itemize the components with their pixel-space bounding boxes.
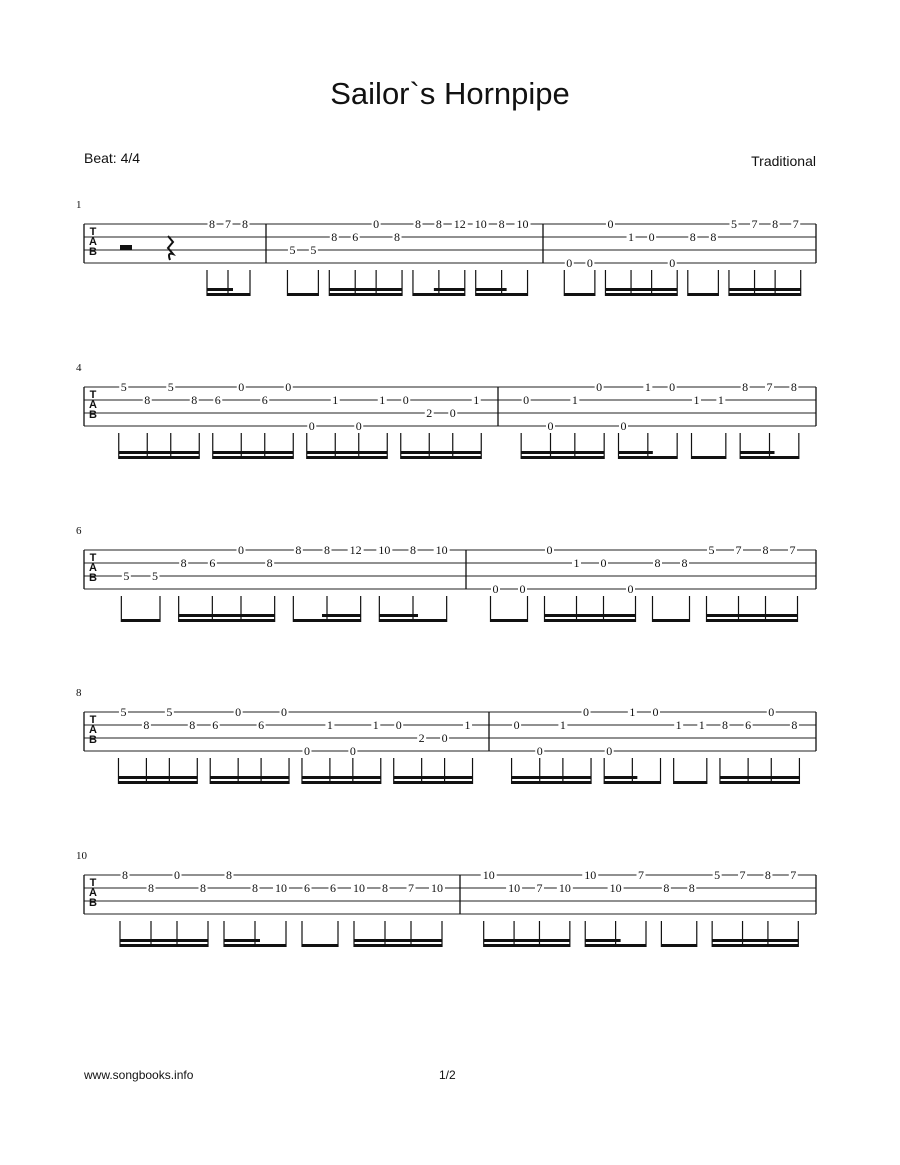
fret-number: 0 <box>373 217 380 231</box>
fret-number: 1 <box>473 393 480 407</box>
fret-number: 10 <box>378 543 391 557</box>
fret-number: 0 <box>281 705 288 719</box>
tab-system <box>76 850 816 947</box>
composer-label: Traditional <box>751 153 816 169</box>
fret-number: 7 <box>739 868 746 882</box>
fret-number: 0 <box>546 543 553 557</box>
fret-number: 8 <box>410 543 416 557</box>
primary-beam <box>213 456 294 459</box>
fret-number: 0 <box>627 582 634 596</box>
fret-number: 0 <box>607 217 614 231</box>
fret-number: 8 <box>122 868 128 882</box>
primary-beam <box>302 781 381 784</box>
fret-number: 7 <box>638 868 644 882</box>
fret-number: 0 <box>523 393 530 407</box>
fret-number: 6 <box>745 718 752 732</box>
fret-number: 8 <box>180 556 187 570</box>
fret-number: 0 <box>349 744 356 758</box>
primary-beam <box>179 619 275 622</box>
fret-number: 1 <box>675 718 682 732</box>
fret-number: 0 <box>648 230 655 244</box>
secondary-beam <box>210 776 289 779</box>
fret-number: 0 <box>669 256 676 270</box>
secondary-beam <box>207 288 233 291</box>
primary-beam <box>121 619 160 622</box>
secondary-beam <box>604 776 637 779</box>
fret-number: 0 <box>596 380 603 394</box>
primary-beam <box>302 944 338 947</box>
fret-number: 8 <box>764 868 771 882</box>
primary-beam <box>401 456 482 459</box>
primary-beam <box>585 944 646 947</box>
tab-clef-letter: A <box>89 724 97 736</box>
fret-number: 5 <box>167 380 174 394</box>
fret-number: 0 <box>303 744 310 758</box>
fret-number: 0 <box>600 556 607 570</box>
fret-number: 10 <box>275 881 287 895</box>
fret-number: 0 <box>586 256 593 270</box>
primary-beam <box>307 456 388 459</box>
tab-clef-letter: A <box>89 236 97 248</box>
fret-number: 5 <box>123 569 130 583</box>
secondary-beam <box>605 288 677 291</box>
half-rest <box>120 245 132 250</box>
primary-beam <box>287 293 318 296</box>
tab-clef-letter: A <box>89 887 97 899</box>
fret-number: 8 <box>663 881 670 895</box>
tab-clef-letter: A <box>89 399 97 411</box>
fret-number: 7 <box>790 868 797 882</box>
fret-number: 5 <box>708 543 715 557</box>
fret-number: 8 <box>242 217 248 231</box>
primary-beam <box>674 781 707 784</box>
primary-beam <box>653 619 690 622</box>
fret-number: 6 <box>212 718 219 732</box>
fret-number: 0 <box>536 744 543 758</box>
fret-number: 0 <box>402 393 409 407</box>
fret-number: 5 <box>120 380 127 394</box>
secondary-beam <box>707 614 798 617</box>
fret-number: 10 <box>435 543 448 557</box>
footer-url: www.songbooks.info <box>84 1068 194 1082</box>
primary-beam <box>707 619 798 622</box>
primary-beam <box>484 944 570 947</box>
fret-number: 7 <box>408 881 414 895</box>
fret-number: 6 <box>258 718 265 732</box>
fret-number: 0 <box>768 705 775 719</box>
measure-number: 1 <box>76 199 82 211</box>
secondary-beam <box>224 939 260 942</box>
fret-number: 1 <box>644 380 651 394</box>
fret-number: 8 <box>394 230 401 244</box>
secondary-beam <box>434 288 465 291</box>
measure-number: 8 <box>76 687 82 699</box>
fret-number: 8 <box>226 868 232 882</box>
fret-number: 8 <box>295 543 302 557</box>
tab-clef-letter: B <box>89 572 97 584</box>
primary-beam <box>119 456 200 459</box>
fret-number: 5 <box>152 569 158 583</box>
primary-beam <box>604 781 660 784</box>
fret-number: 7 <box>735 543 742 557</box>
primary-beam <box>521 456 604 459</box>
primary-beam <box>688 293 719 296</box>
secondary-beam <box>120 939 208 942</box>
fret-number: 1 <box>332 393 339 407</box>
secondary-beam <box>213 451 294 454</box>
fret-number: 0 <box>308 419 315 433</box>
tab-clef-letter: B <box>89 734 97 746</box>
fret-number: 7 <box>751 217 758 231</box>
fret-number: 10 <box>353 881 365 895</box>
fret-number: 12 <box>453 217 466 231</box>
tab-system <box>76 199 816 296</box>
fret-number: 10 <box>584 868 597 882</box>
fret-number: 0 <box>395 718 402 732</box>
fret-number: 8 <box>414 217 421 231</box>
tab-system <box>76 687 816 784</box>
page-number: 1/2 <box>439 1068 456 1082</box>
primary-beam <box>394 781 473 784</box>
primary-beam <box>740 456 799 459</box>
fret-number: 7 <box>766 380 773 394</box>
fret-number: 5 <box>310 243 317 257</box>
secondary-beam <box>545 614 636 617</box>
fret-number: 1 <box>372 718 379 732</box>
fret-number: 10 <box>474 217 487 231</box>
secondary-beam <box>118 776 197 779</box>
fret-number: 6 <box>330 881 336 895</box>
tab-clef-letter: T <box>89 552 97 564</box>
secondary-beam <box>179 614 275 617</box>
secondary-beam <box>119 451 200 454</box>
fret-number: 8 <box>498 217 505 231</box>
fret-number: 1 <box>379 393 386 407</box>
fret-number: 0 <box>669 380 676 394</box>
fret-number: 0 <box>547 419 554 433</box>
secondary-beam <box>512 776 591 779</box>
fret-number: 1 <box>571 393 578 407</box>
primary-beam <box>413 293 465 296</box>
fret-number: 8 <box>144 393 151 407</box>
tab-clef-letter: T <box>89 877 97 889</box>
tab-system <box>76 362 816 459</box>
fret-number: 8 <box>266 556 273 570</box>
fret-number: 5 <box>166 705 173 719</box>
fret-number: 8 <box>742 380 749 394</box>
fret-number: 10 <box>431 881 443 895</box>
secondary-beam <box>521 451 604 454</box>
fret-number: 8 <box>790 380 797 394</box>
primary-beam <box>712 944 798 947</box>
fret-number: 5 <box>714 868 721 882</box>
fret-number: 8 <box>143 718 150 732</box>
quarter-rest <box>168 236 173 260</box>
tab-clef-letter: B <box>89 897 97 909</box>
secondary-beam <box>354 939 442 942</box>
fret-number: 0 <box>606 744 613 758</box>
fret-number: 2 <box>418 731 425 745</box>
tab-clef-letter: A <box>89 562 97 574</box>
fret-number: 1 <box>326 718 333 732</box>
fret-number: 1 <box>717 393 724 407</box>
fret-number: 1 <box>693 393 700 407</box>
fret-number: 6 <box>214 393 221 407</box>
fret-number: 0 <box>238 543 244 557</box>
secondary-beam <box>401 451 482 454</box>
fret-number: 0 <box>492 582 499 596</box>
secondary-beam <box>720 776 799 779</box>
fret-number: 8 <box>762 543 769 557</box>
primary-beam <box>120 944 208 947</box>
fret-number: 0 <box>441 731 448 745</box>
fret-number: 1 <box>628 230 635 244</box>
fret-number: 6 <box>304 881 310 895</box>
tab-clef-letter: T <box>89 714 97 726</box>
fret-number: 8 <box>209 217 215 231</box>
primary-beam <box>720 781 799 784</box>
fret-number: 5 <box>120 705 127 719</box>
primary-beam <box>224 944 286 947</box>
primary-beam <box>545 619 636 622</box>
fret-number: 1 <box>464 718 471 732</box>
fret-number: 8 <box>148 881 154 895</box>
fret-number: 0 <box>519 582 526 596</box>
fret-number: 8 <box>324 543 330 557</box>
fret-number: 10 <box>558 881 571 895</box>
fret-number: 0 <box>583 705 590 719</box>
fret-number: 8 <box>654 556 661 570</box>
time-signature-label: Beat: 4/4 <box>84 150 141 166</box>
fret-number: 10 <box>482 868 495 882</box>
fret-number: 12 <box>349 543 362 557</box>
primary-beam <box>512 781 591 784</box>
fret-number: 7 <box>225 217 231 231</box>
secondary-beam <box>476 288 507 291</box>
secondary-beam <box>322 614 361 617</box>
primary-beam <box>564 293 595 296</box>
fret-number: 8 <box>191 393 198 407</box>
secondary-beam <box>307 451 388 454</box>
fret-number: 1 <box>573 556 580 570</box>
fret-number: 1 <box>698 718 705 732</box>
fret-number: 8 <box>791 718 798 732</box>
fret-number: 8 <box>688 881 695 895</box>
primary-beam <box>210 781 289 784</box>
primary-beam <box>379 619 446 622</box>
fret-number: 10 <box>508 881 521 895</box>
fret-number: 0 <box>285 380 292 394</box>
fret-number: 8 <box>435 217 442 231</box>
primary-beam <box>605 293 677 296</box>
primary-beam <box>293 619 360 622</box>
fret-number: 8 <box>710 230 717 244</box>
primary-beam <box>491 619 528 622</box>
fret-number: 10 <box>516 217 529 231</box>
primary-beam <box>207 293 250 296</box>
fret-number: 8 <box>681 556 688 570</box>
fret-number: 8 <box>382 881 388 895</box>
fret-number: 8 <box>772 217 779 231</box>
primary-beam <box>729 293 801 296</box>
fret-number: 0 <box>566 256 573 270</box>
primary-beam <box>661 944 696 947</box>
fret-number: 0 <box>174 868 180 882</box>
secondary-beam <box>394 776 473 779</box>
fret-number: 6 <box>209 556 216 570</box>
tab-clef-letter: B <box>89 409 97 421</box>
secondary-beam <box>619 451 653 454</box>
fret-number: 8 <box>331 230 338 244</box>
fret-number: 7 <box>536 881 543 895</box>
secondary-beam <box>302 776 381 779</box>
fret-number: 0 <box>238 380 245 394</box>
tab-clef-letter: B <box>89 246 97 258</box>
primary-beam <box>118 781 197 784</box>
fret-number: 5 <box>730 217 737 231</box>
fret-number: 1 <box>629 705 636 719</box>
fret-number: 8 <box>689 230 696 244</box>
secondary-beam <box>379 614 418 617</box>
primary-beam <box>476 293 528 296</box>
secondary-beam <box>740 451 774 454</box>
secondary-beam <box>484 939 570 942</box>
fret-number: 8 <box>252 881 258 895</box>
fret-number: 1 <box>559 718 566 732</box>
tab-system <box>76 525 816 622</box>
tab-clef-letter: T <box>89 226 97 238</box>
fret-number: 10 <box>609 881 622 895</box>
fret-number: 0 <box>449 406 456 420</box>
fret-number: 6 <box>261 393 268 407</box>
primary-beam <box>692 456 726 459</box>
fret-number: 8 <box>189 718 196 732</box>
fret-number: 8 <box>721 718 728 732</box>
fret-number: 6 <box>352 230 359 244</box>
song-title: Sailor`s Hornpipe <box>330 76 570 111</box>
secondary-beam <box>729 288 801 291</box>
fret-number: 0 <box>235 705 242 719</box>
measure-number: 10 <box>76 850 87 862</box>
fret-number: 5 <box>289 243 296 257</box>
secondary-beam <box>329 288 402 291</box>
primary-beam <box>619 456 678 459</box>
fret-number: 0 <box>513 718 520 732</box>
secondary-beam <box>585 939 620 942</box>
primary-beam <box>354 944 442 947</box>
secondary-beam <box>712 939 798 942</box>
fret-number: 0 <box>355 419 362 433</box>
fret-number: 7 <box>792 217 799 231</box>
fret-number: 0 <box>620 419 627 433</box>
fret-number: 2 <box>426 406 433 420</box>
tab-clef-letter: T <box>89 389 97 401</box>
measure-number: 4 <box>76 362 82 374</box>
measure-number: 6 <box>76 525 82 537</box>
fret-number: 8 <box>200 881 206 895</box>
fret-number: 7 <box>789 543 796 557</box>
primary-beam <box>329 293 402 296</box>
fret-number: 0 <box>652 705 659 719</box>
